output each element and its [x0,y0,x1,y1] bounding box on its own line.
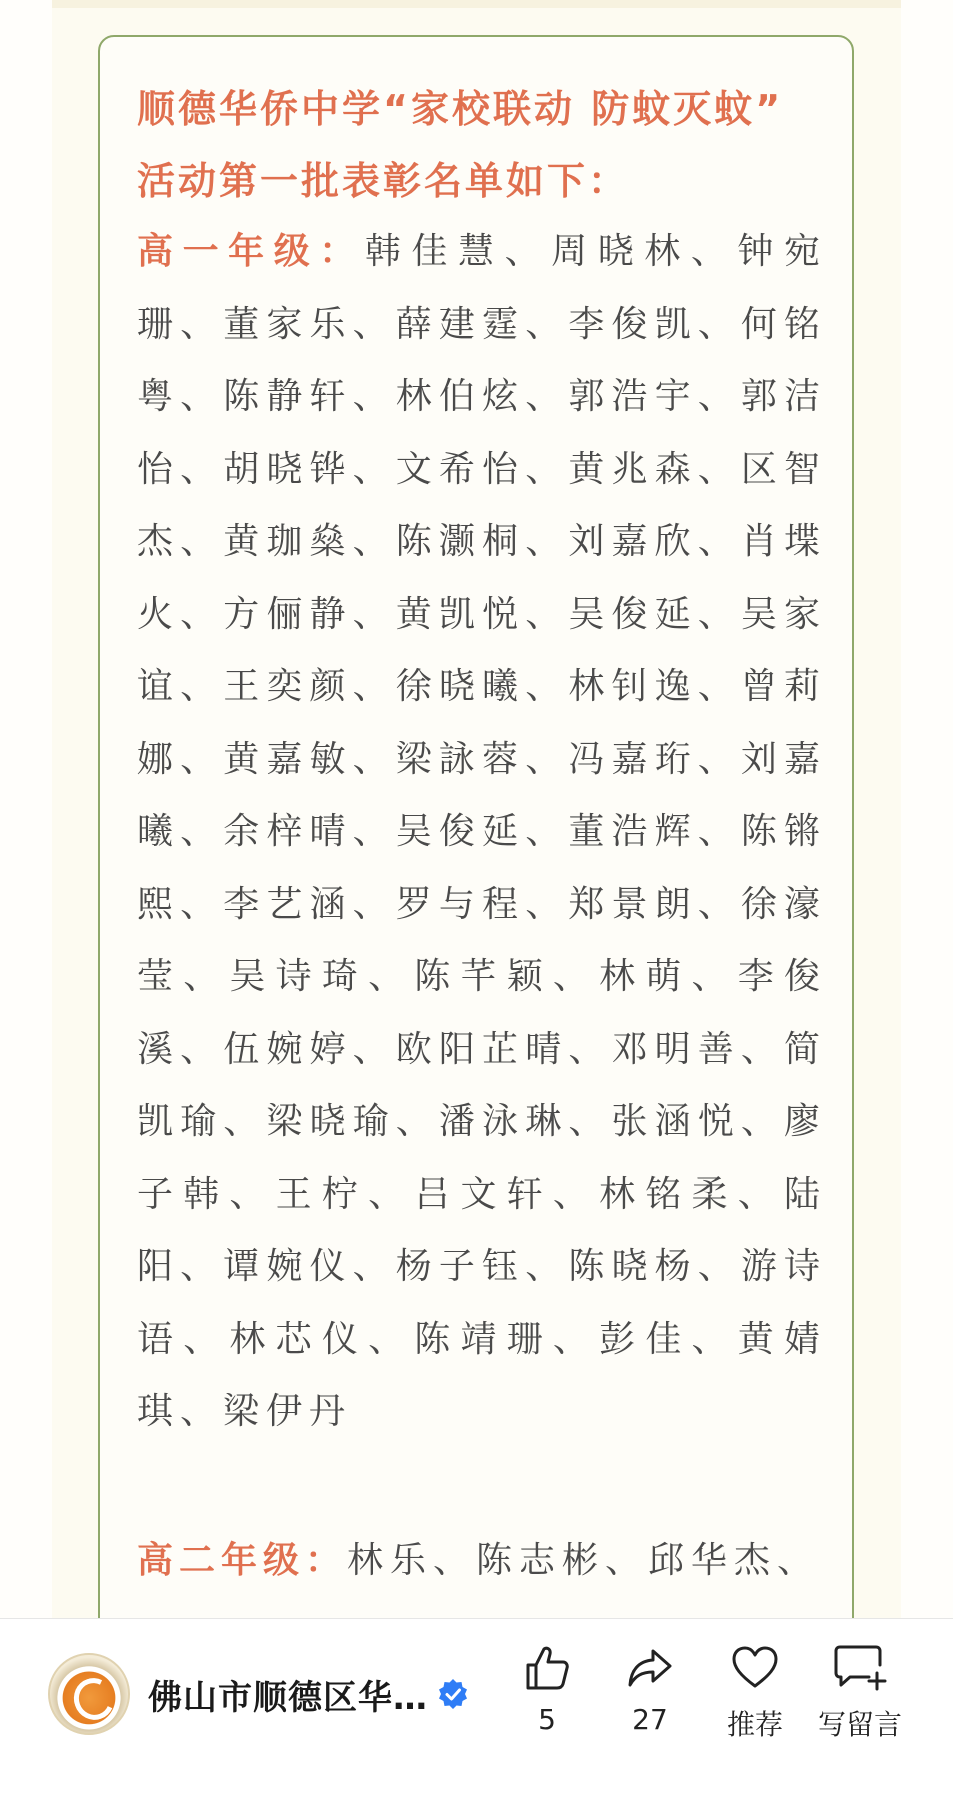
heart-icon [730,1643,780,1693]
grade-2-honor-list [137,1525,827,1598]
grade-1-honor-list [137,216,827,1449]
logo-mark [68,1672,120,1725]
share-arrow-icon [625,1643,675,1693]
write-comment-button[interactable] [805,1643,915,1773]
like-count: 5 [538,1703,556,1736]
write-comment-label: 写留言 [817,1708,902,1741]
grade-2-names: 林乐、陈志彬、邱华杰、 [347,1540,821,1581]
recommend-label: 推荐 [726,1708,783,1741]
page-margin-left [0,0,52,1618]
top-divider [52,0,901,8]
article-headline-line-1: 顺德华侨中学“家校联动 防蚊灭蚊” [137,87,784,131]
thumbs-up-icon [522,1643,572,1693]
account-name[interactable]: 佛山市顺德区华… [148,1677,428,1718]
like-button[interactable] [492,1643,602,1773]
comment-add-icon [833,1643,887,1693]
account-info[interactable] [48,1649,468,1739]
page-margin-right [901,0,953,1618]
recommend-button[interactable] [700,1643,810,1773]
verified-badge-icon [438,1679,468,1709]
grade-1-label: 高一年级： [137,231,365,272]
article-headline-line-2: 活动第一批表彰名单如下： [137,159,630,203]
article-action-bar [0,1618,953,1801]
share-button[interactable] [595,1643,705,1773]
share-count: 27 [632,1703,668,1736]
grade-2-label: 高二年级： [137,1540,348,1581]
grade-1-names: 韩佳慧、周晓林、钟宛珊、董家乐、薛建霆、李俊凯、何铭粤、陈静轩、林伯炫、郭浩宇、郭洁怡、胡晓铧、文希怡、黄兆森、区智杰、黄珈燊、陈灏桐、刘嘉欣、肖堞火、方俪静、黄凯悦、吴俊延、吴家谊、王奕颜、徐晓曦、林钊逸、曾莉娜、黄嘉敏、梁詠蓉、冯嘉珩、刘嘉曦、余梓晴、吴俊延、董浩辉、陈锵熙、李艺涵、罗与程、郑景朗、徐濠莹、吴诗琦、陈芊颖、林萌、李俊溪、伍婉婷、欧阳芷晴、邓明善、简凯瑜、梁晓瑜、潘泳琳、张涵悦、廖子韩、王柠、吕文轩、林铭柔、陆阳、谭婉仪、杨子钰、陈晓杨、游诗语、林芯仪、陈靖珊、彭佳、黄婧琪、梁伊丹 [137,231,827,1432]
school-logo-icon[interactable] [48,1653,130,1735]
